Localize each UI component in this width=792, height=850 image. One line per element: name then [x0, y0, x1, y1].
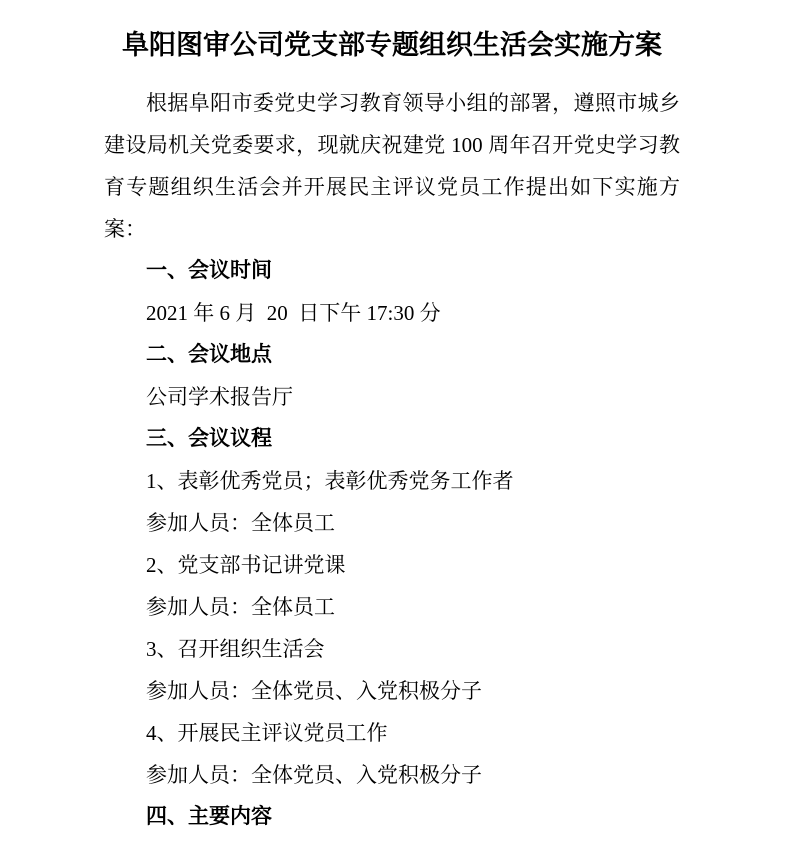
- section-heading-main-content: 四、主要内容: [146, 805, 272, 828]
- agenda-item-3: 3、召开组织生活会: [146, 637, 325, 661]
- intro-line-1: 根据阜阳市委党史学习教育领导小组的部署，遵照市城乡: [146, 91, 680, 115]
- agenda-item-4-participants: 参加人员：全体党员、入党积极分子: [146, 763, 482, 787]
- agenda-item-3-participants: 参加人员：全体党员、入党积极分子: [146, 679, 482, 703]
- section-heading-agenda: 三、会议议程: [146, 427, 272, 450]
- meeting-time-value: 2021 年 6 月 20 日下午 17:30 分: [146, 301, 441, 325]
- agenda-item-2-participants: 参加人员：全体员工: [146, 595, 335, 619]
- agenda-item-4: 4、开展民主评议党员工作: [146, 721, 388, 745]
- intro-line-3: 育专题组织生活会并开展民主评议党员工作提出如下实施方: [104, 175, 680, 199]
- agenda-item-1: 1、表彰优秀党员；表彰优秀党务工作者: [146, 469, 514, 493]
- intro-line-4: 案：: [104, 217, 146, 241]
- agenda-item-2: 2、党支部书记讲党课: [146, 553, 346, 577]
- intro-line-2: 建设局机关党委要求，现就庆祝建党 100 周年召开党史学习教: [104, 133, 680, 157]
- agenda-item-1-participants: 参加人员：全体员工: [146, 511, 335, 535]
- document-title: 阜阳图审公司党支部专题组织生活会实施方案: [122, 30, 662, 60]
- meeting-place-value: 公司学术报告厅: [146, 385, 293, 409]
- section-heading-meeting-place: 二、会议地点: [146, 343, 272, 366]
- intro-paragraph: [104, 82, 680, 250]
- section-heading-meeting-time: 一、会议时间: [146, 259, 272, 282]
